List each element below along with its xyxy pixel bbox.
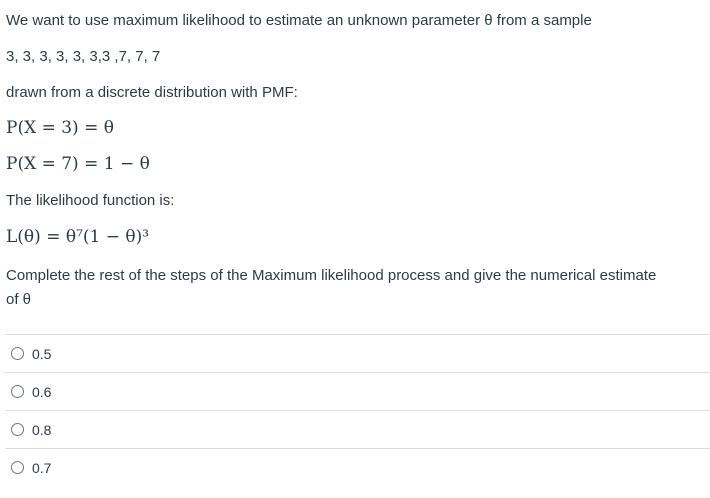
likelihood-equation	[6, 227, 149, 247]
answer-label: 0.6	[32, 383, 52, 400]
prompt-line-1: Complete the rest of the steps of the Maximum likelihood process and give the numerical estimate	[6, 267, 657, 284]
pmf-equation-2	[6, 154, 150, 174]
pmf-intro: drawn from a discrete distribution with PMF:	[6, 84, 298, 101]
pmf-equation-1-text: P(X = 3) = θ	[6, 118, 114, 138]
answer-label: 0.7	[32, 459, 52, 476]
prompt-line-2: of θ	[6, 291, 32, 308]
radio-button[interactable]	[11, 461, 24, 474]
radio-button[interactable]	[11, 385, 24, 398]
likelihood-intro: The likelihood function is:	[6, 192, 175, 209]
pmf-equation-1	[6, 118, 114, 138]
likelihood-equation-text: L(θ) = θ⁷(1 − θ)³	[6, 227, 150, 247]
answer-list	[5, 334, 710, 486]
question-prompt	[6, 264, 706, 312]
sample-values: 3, 3, 3, 3, 3, 3,3 ,7, 7, 7	[6, 48, 161, 65]
answer-label: 0.8	[32, 421, 52, 438]
radio-button[interactable]	[11, 347, 24, 360]
answer-option[interactable]	[5, 410, 710, 448]
answer-option[interactable]	[5, 372, 710, 410]
question-intro: We want to use maximum likelihood to estimate an unknown parameter θ from a sample	[6, 12, 592, 29]
radio-button[interactable]	[11, 423, 24, 436]
answer-option[interactable]	[5, 334, 710, 372]
pmf-equation-2-text: P(X = 7) = 1 − θ	[6, 154, 150, 174]
answer-label: 0.5	[32, 345, 52, 362]
answer-option[interactable]	[5, 448, 710, 486]
